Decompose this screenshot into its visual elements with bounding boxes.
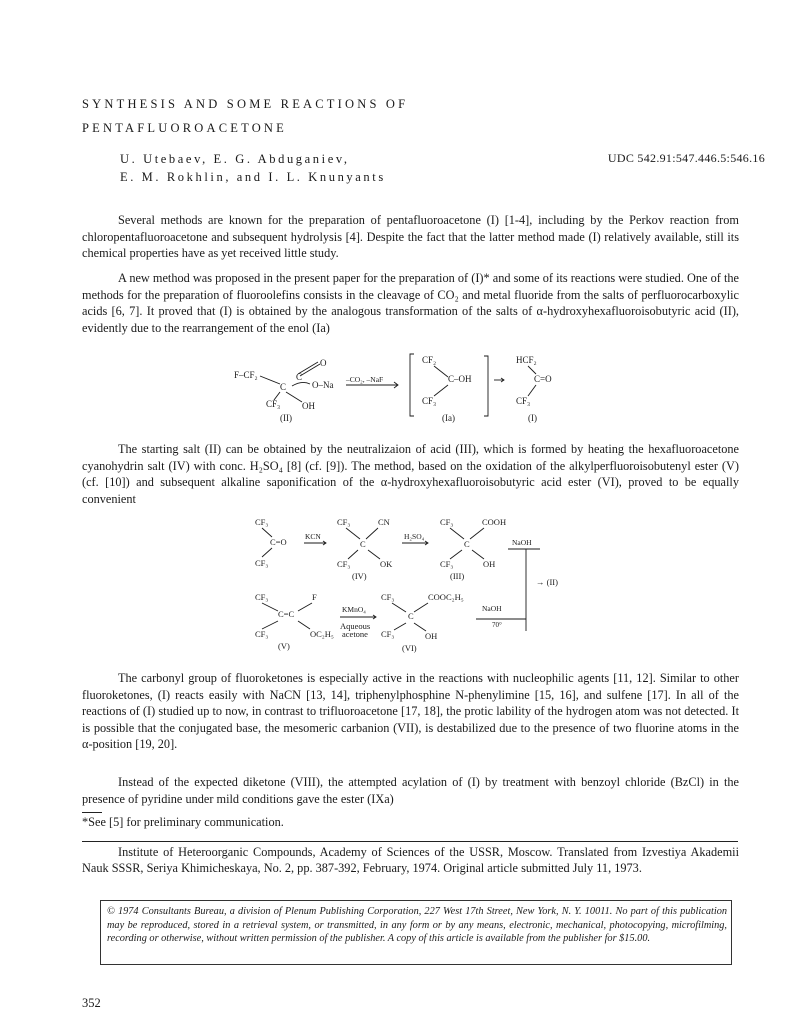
institution-note: Institute of Heteroorganic Compounds, Academy of Sciences of the USSR, Moscow. Translated from Izvestiya Akademii Nauk SSSR, Seriya Khimicheskaya, No. 2, pp. 387-392, February, 1974. Original article submitted July 11, 1973. xyxy=(82,845,739,875)
scheme2-oh-6: OH xyxy=(425,631,438,641)
footnote-rule xyxy=(82,812,102,813)
scheme1-cf3-ia-top: CF₂ xyxy=(422,355,437,365)
paragraph-2: A new method was proposed in the present paper for the preparation of (I)* and some of its reactions were studied. One of the methods for the preparation of fluoroolefins consists in the cleavage of CO₂ and metal fluoride from the salts of perfluorocarboxylic acids [6, 7]. It proved that (I) is obtained by the analogous transformation of the salts of α-hydroxyhexafluoroisobutyric acid (II), evidently due to the rearrangement of the enol (Ia) xyxy=(82,271,739,335)
scheme2-aqueous: Aqueous xyxy=(340,621,371,631)
scheme1-cf3-left: CF₃ xyxy=(266,399,281,409)
title-line-2: PENTAFLUOROACETONE xyxy=(82,121,287,135)
page-number: 352 xyxy=(82,996,101,1010)
paragraph-4: The carbonyl group of fluoroketones is especially active in the reactions with nucleophilic agents [11, 12]. Similar to other fluoroketones, (I) reacts easily with NaCN [13, 14], triphenylphosphine N-phenylimine [15, 16], and sulfene [17]. In all of the reactions of (I) studied up to now, in contrast to trifluoroacetone [17, 18], the protic lability of the hydrogen atom was not detected. It is possible that the conjugated base, the mesomeric carbanion (VII), is destabilized due to the presence of two fluorine atoms in the α-position [19, 20]. xyxy=(82,671,739,752)
scheme1-label-ii: (II) xyxy=(280,413,292,423)
scheme1-c-a: C xyxy=(296,372,303,382)
reaction-scheme-1 xyxy=(230,352,610,424)
scheme1-label-ia: (Ia) xyxy=(442,413,455,423)
reaction-scheme-2 xyxy=(250,515,580,670)
scheme1-cf3-i: CF₃ xyxy=(516,396,531,406)
scheme2-c-o-1: C=O xyxy=(270,537,287,547)
scheme2-naoh-1: NaOH xyxy=(512,538,532,547)
copyright-text: © 1974 Consultants Bureau, a division of Plenum Publishing Corporation, 227 West 17th Street, New York, N. Y. 10011. No part of this publication may be reproduced, stored in a retrieval system, or transmitted, in any form or by any means, electronic, mechanical, photocopying, microfilming, recording or otherwise, without written permission of the publisher. A copy of this article is available from the publisher for $15.00. xyxy=(107,906,727,945)
scheme2-h2so4: H₂SO₄ xyxy=(404,532,425,541)
scheme2-label-iii: (III) xyxy=(450,571,465,581)
scheme2-label-iv: (IV) xyxy=(352,571,367,581)
scheme2-cf3-3b: CF₃ xyxy=(440,559,454,569)
scheme1-c-b: C xyxy=(280,382,287,392)
scheme1-o-top: O xyxy=(320,358,327,368)
scheme1-c-o: C=O xyxy=(534,374,552,384)
scheme2-cooh: COOH xyxy=(482,517,507,527)
scheme2-oh-3: OH xyxy=(483,559,496,569)
divider-rule xyxy=(82,841,738,842)
scheme2-cf3-2a: CF₃ xyxy=(337,517,351,527)
scheme1-arrow-label: –CO₂, –NaF xyxy=(346,375,384,384)
scheme2-temp: 70° xyxy=(492,621,502,629)
scheme2-cooc2h5: COOC₂H₅ xyxy=(428,592,464,602)
scheme2-to-ii: → (II) xyxy=(536,577,558,587)
scheme2-cf3-2b: CF₃ xyxy=(337,559,351,569)
scheme2-naoh-2: NaOH xyxy=(482,604,502,613)
scheme2-kmno4: KMnO₄ xyxy=(342,605,366,614)
scheme2-label-v: (V) xyxy=(278,641,290,651)
paragraph-3: The starting salt (II) can be obtained by the neutralizaion of acid (III), which is formed by heating the hexafluoroacetone cyanohydrin salt (IV) with conc. H₂SO₄ [8] (cf. [9]). The method, based on the oxidation of the alkylperfluoroisobutenyl ester (V) (cf. [10]) and subsequent alkaline saponification of the α-hydroxyhexafluoroisobutyric acid ester (VI), proved to be equally convenient xyxy=(82,442,739,506)
udc-code: UDC 542.91:547.446.5:546.16 xyxy=(607,151,765,165)
scheme2-cf3-1b: CF₃ xyxy=(255,558,269,568)
scheme1-hcf2: HCF₂ xyxy=(516,355,537,365)
scheme2-c-6: C xyxy=(408,611,414,621)
title-line-1: SYNTHESIS AND SOME REACTIONS OF xyxy=(82,97,409,111)
scheme2-cf3-6a: CF₃ xyxy=(381,592,395,602)
scheme2-c-2: C xyxy=(360,539,366,549)
scheme2-cf3-5b: CF₃ xyxy=(255,629,269,639)
authors-line-2: E. M. Rokhlin, and I. L. Knunyants xyxy=(120,170,386,184)
scheme1-cf3-ia-bot: CF₃ xyxy=(422,396,437,406)
paragraph-1: Several methods are known for the preparation of pentafluoroacetone (I) [1-4], including by the Perkov reaction from chloropentafluoroacetone and subsequent hydrolysis [4]. Despite the fact that the latter method made (I) relatively available, still its chemical properties have as yet received little study. xyxy=(82,213,739,261)
scheme2-ok: OK xyxy=(380,559,393,569)
scheme2-c-3: C xyxy=(464,539,470,549)
scheme2-label-vi: (VI) xyxy=(402,643,417,653)
scheme2-cf3-5a: CF₃ xyxy=(255,592,269,602)
scheme1-label-i: (I) xyxy=(528,413,537,423)
scheme1-c-oh: C–OH xyxy=(448,374,472,384)
scheme2-acetone: acetone xyxy=(342,629,368,639)
scheme2-f-5: F xyxy=(312,592,317,602)
scheme2-oc2h5: OC₂H₅ xyxy=(310,629,334,639)
paragraph-5: Instead of the expected diketone (VIII), the attempted acylation of (I) by treatment with benzoyl chloride (BzCl) in the presence of pyridine under mild conditions gave the ester (IXa) xyxy=(82,775,739,806)
authors-line-1: U. Utebaev, E. G. Abduganiev, xyxy=(120,152,350,166)
scheme1-oh-left: OH xyxy=(302,401,315,411)
scheme2-cc-5: C=C xyxy=(278,609,295,619)
scheme2-cf3-3a: CF₃ xyxy=(440,517,454,527)
scheme1-o-na: O–Na xyxy=(312,380,334,390)
scheme2-cf3-6b: CF₃ xyxy=(381,629,395,639)
scheme1-f-cf2: F–CF₂ xyxy=(234,370,258,380)
scheme2-cn: CN xyxy=(378,517,390,527)
scheme2-cf3-1a: CF₃ xyxy=(255,517,269,527)
footnote: *See [5] for preliminary communication. xyxy=(82,815,284,829)
scheme2-kcn: KCN xyxy=(305,532,321,541)
